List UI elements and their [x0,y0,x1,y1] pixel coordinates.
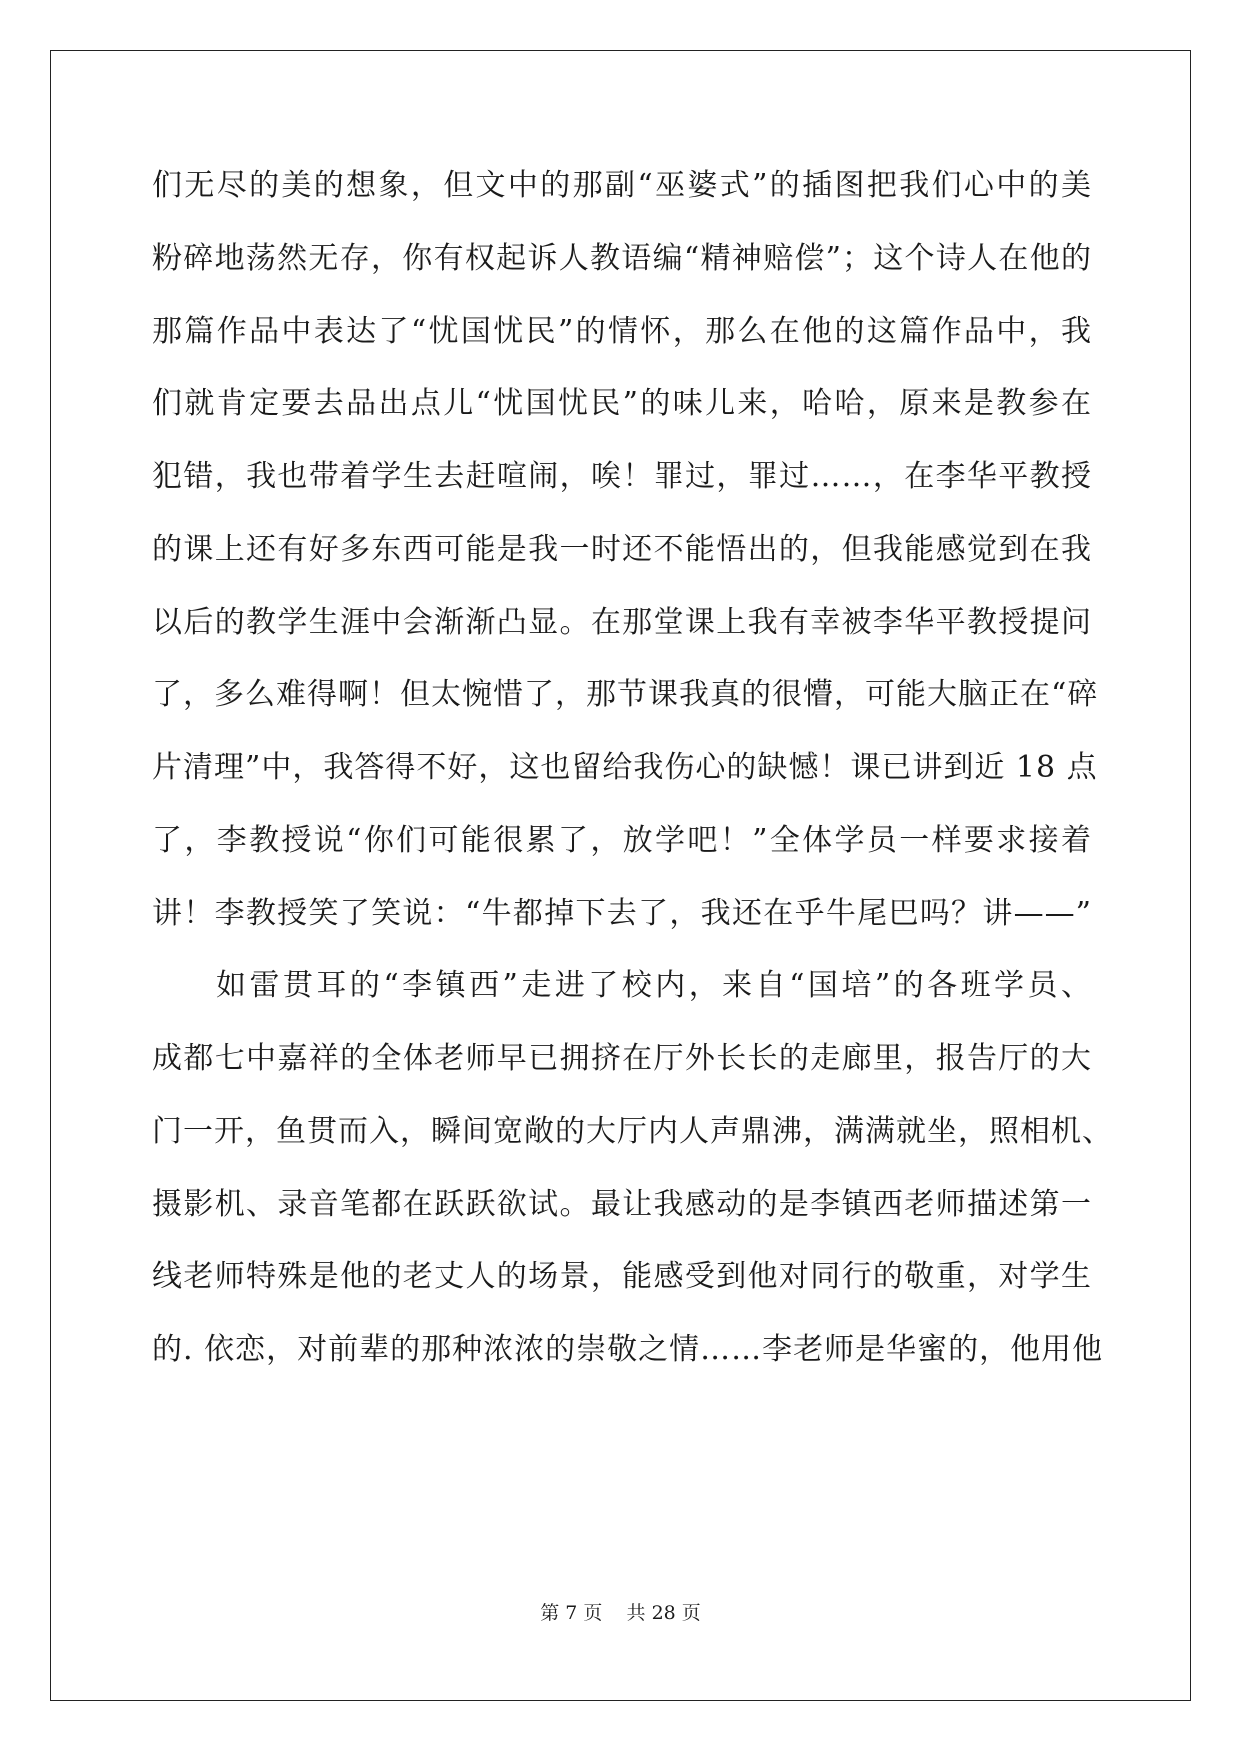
text-line: 们无尽的美的想象，但文中的那副“巫婆式”的插图把我们心中的美 [152,168,1092,203]
paragraph-first-line: 如雷贯耳的“李镇西”走进了校内，来自“国培”的各班学员、 [216,968,1092,1004]
text-line: 以后的教学生涯中会渐渐凸显。在那堂课上我有幸被李华平教授提问 [152,604,1092,640]
text-line: 了，李教授说“你们可能很累了，放学吧！”全体学员一样要求接着 [152,822,1092,858]
text-line: 们就肯定要去品出点儿“忧国忧民”的味儿来，哈哈，原来是教参在 [152,386,1092,422]
text-line: 了，多么难得啊！但太惋惜了，那节课我真的很懵，可能大脑正在“碎 [152,677,1099,713]
page-number-footer: 第 7 页 共 28 页 [540,1602,701,1624]
text-line: 成都七中嘉祥的全体老师早已拥挤在厅外长长的走廊里，报告厅的大 [152,1041,1092,1076]
text-line: 讲！李教授笑了笑说：“牛都掉下去了，我还在乎牛尾巴吗？讲——” [152,895,1092,931]
text-line: 的课上还有好多东西可能是我一时还不能悟出的，但我能感觉到在我 [152,531,1092,567]
text-line: 那篇作品中表达了“忧国忧民”的情怀，那么在他的这篇作品中，我 [152,313,1092,349]
text-line: 粉碎地荡然无存，你有权起诉人教语编“精神赔偿”；这个诗人在他的 [152,240,1092,276]
text-line: 门一开，鱼贯而入，瞬间宽敞的大厅内人声鼎沸，满满就坐，照相机、 [152,1113,1113,1149]
text-line: 片清理”中，我答得不好，这也留给我伤心的缺憾！课已讲到近 18 点 [152,750,1098,785]
text-line: 的. 依恋，对前辈的那种浓浓的崇敬之情……李老师是华蜜的，他用他 [152,1332,1104,1367]
text-line: 线老师特殊是他的老丈人的场景，能感受到他对同行的敬重，对学生 [152,1259,1092,1295]
document-body [152,158,1113,1395]
text-line: 犯错，我也带着学生去赶喧闹，唉！罪过，罪过……，在李华平教授 [152,459,1092,494]
text-line: 摄影机、录音笔都在跃跃欲试。最让我感动的是李镇西老师描述第一 [152,1186,1092,1222]
